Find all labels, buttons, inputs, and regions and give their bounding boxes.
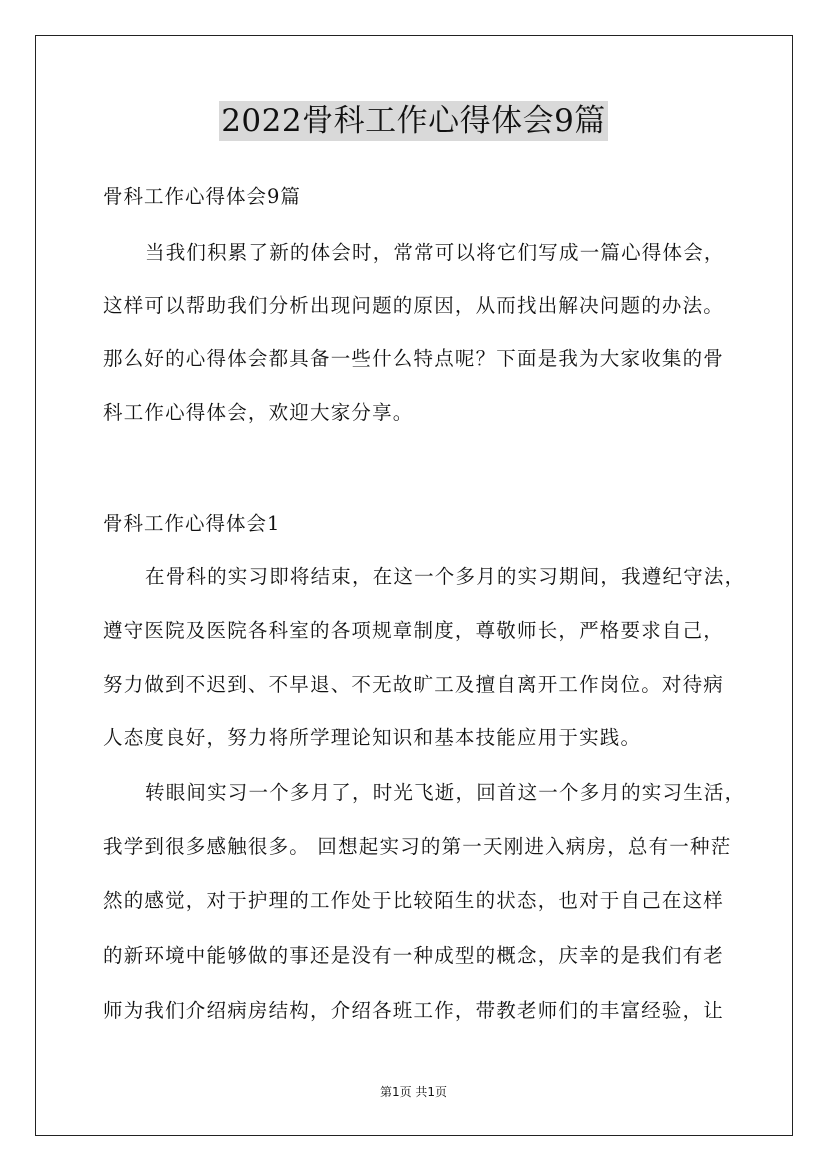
page-number: 第1页 共1页	[379, 1085, 448, 1099]
paragraph-line: 我学到很多感触很多。 回想起实习的第一天刚进入病房，总有一种茫	[103, 835, 732, 858]
intro-line: 当我们积累了新的体会时，常常可以将它们写成一篇心得体会，	[145, 241, 725, 264]
section-heading: 骨科工作心得体会1	[103, 512, 281, 535]
paragraph-line: 在骨科的实习即将结束，在这一个多月的实习期间，我遵纪守法，	[145, 565, 746, 588]
intro-line: 科工作心得体会，欢迎大家分享。	[103, 401, 414, 424]
document-subtitle: 骨科工作心得体会9篇	[103, 185, 301, 208]
document-title: 2022骨科工作心得体会9篇	[221, 103, 606, 139]
paragraph-line: 师为我们介绍病房结构，介绍各班工作，带教老师们的丰富经验，让	[103, 999, 725, 1022]
paragraph-line: 努力做到不迟到、不早退、不无故旷工及擅自离开工作岗位。对待病	[103, 673, 725, 696]
paragraph-line: 人态度良好，努力将所学理论知识和基本技能应用于实践。	[103, 726, 642, 749]
paragraph-line: 然的感觉，对于护理的工作处于比较陌生的状态，也对于自己在这样	[103, 889, 725, 912]
intro-line: 这样可以帮助我们分析出现问题的原因，从而找出解决问题的办法。	[103, 294, 725, 317]
paragraph-line: 转眼间实习一个多月了，时光飞逝，回首这一个多月的实习生活，	[145, 781, 746, 804]
intro-line: 那么好的心得体会都具备一些什么特点呢？下面是我为大家收集的骨	[103, 347, 725, 370]
paragraph-line: 遵守医院及医院各科室的各项规章制度，尊敬师长，严格要求自己，	[103, 619, 725, 642]
paragraph-line: 的新环境中能够做的事还是没有一种成型的概念，庆幸的是我们有老	[103, 944, 725, 967]
